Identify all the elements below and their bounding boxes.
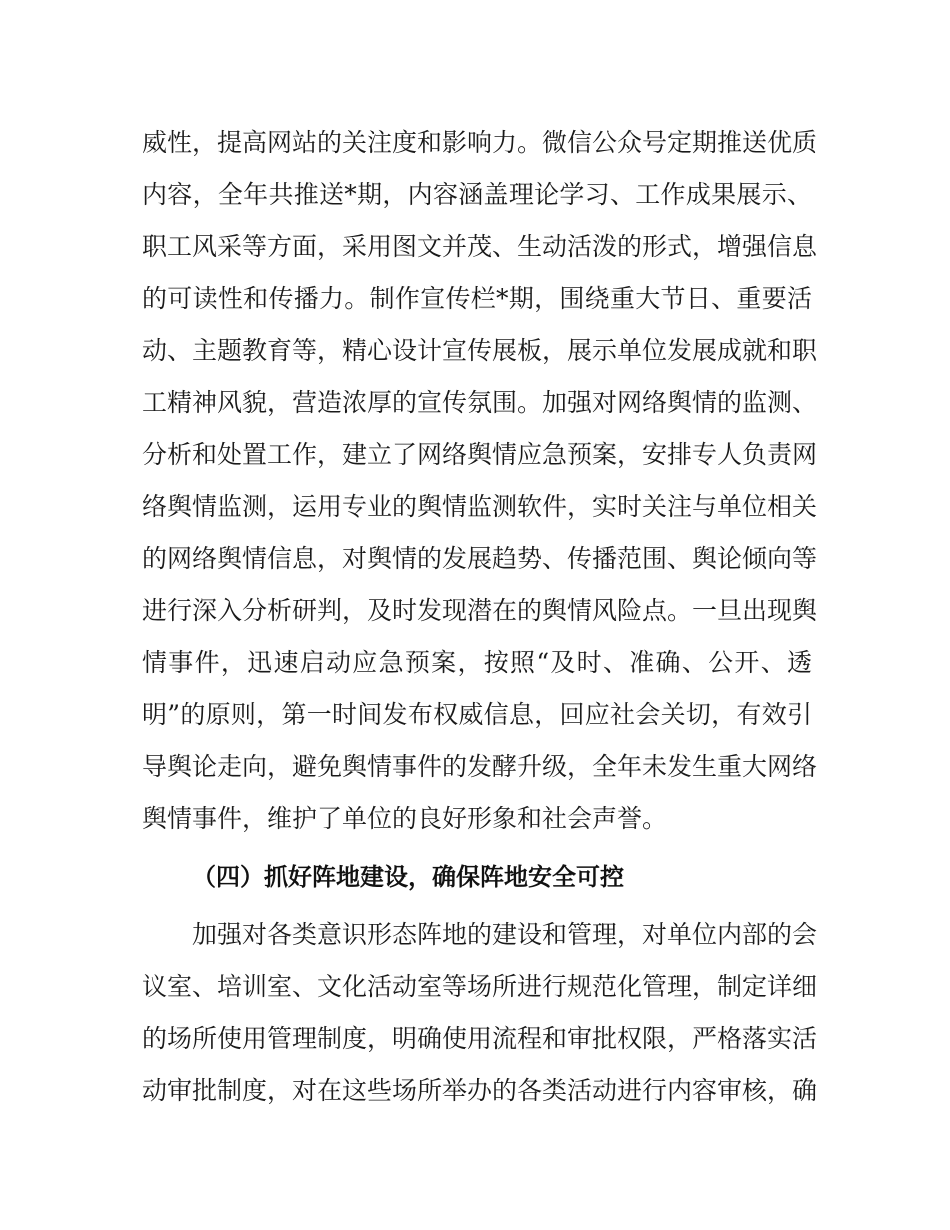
paragraph-line: 的网络舆情信息，对舆情的发展趋势、传播范围、舆论倾向等 [142, 544, 818, 573]
paragraph-line: 的可读性和传播力。制作宣传栏*期，围绕重大节日、重要活 [142, 284, 812, 313]
paragraph-line: 进行深入分析研判，及时发现潜在的舆情风险点。一旦出现舆 [142, 596, 818, 625]
paragraph-line: 的场所使用管理制度，明确使用流程和审批权限，严格落实活 [142, 1024, 818, 1053]
paragraph-line: 工精神风貌，营造浓厚的宣传氛围。加强对网络舆情的监测、 [142, 388, 818, 417]
paragraph-line: 明”的原则，第一时间发布权威信息，回应社会关切，有效引 [142, 700, 812, 729]
paragraph-line: 动、主题教育等，精心设计宣传展板，展示单位发展成就和职 [142, 336, 818, 365]
paragraph-line: 舆情事件，维护了单位的良好形象和社会声誉。 [142, 804, 668, 833]
paragraph-line: 导舆论走向，避免舆情事件的发酵升级，全年未发生重大网络 [142, 752, 818, 781]
section-heading: （四）抓好阵地建设，确保阵地安全可控 [192, 863, 624, 891]
paragraph-line: 职工风采等方面，采用图文并茂、生动活泼的形式，增强信息 [142, 232, 818, 261]
paragraph-line: 情事件，迅速启动应急预案，按照“及时、准确、公开、透 [142, 648, 812, 677]
paragraph-line: 内容，全年共推送*期，内容涵盖理论学习、工作成果展示、 [142, 180, 812, 209]
paragraph-line: 分析和处置工作，建立了网络舆情应急预案，安排专人负责网 [142, 440, 818, 469]
paragraph-line: 议室、培训室、文化活动室等场所进行规范化管理，制定详细 [142, 972, 818, 1001]
paragraph-line: 加强对各类意识形态阵地的建设和管理，对单位内部的会 [192, 920, 818, 949]
paragraph-line: 络舆情监测，运用专业的舆情监测软件，实时关注与单位相关 [142, 492, 818, 521]
paragraph-line: 动审批制度，对在这些场所举办的各类活动进行内容审核，确 [142, 1076, 818, 1105]
paragraph-line: 威性，提高网站的关注度和影响力。微信公众号定期推送优质 [142, 128, 818, 157]
